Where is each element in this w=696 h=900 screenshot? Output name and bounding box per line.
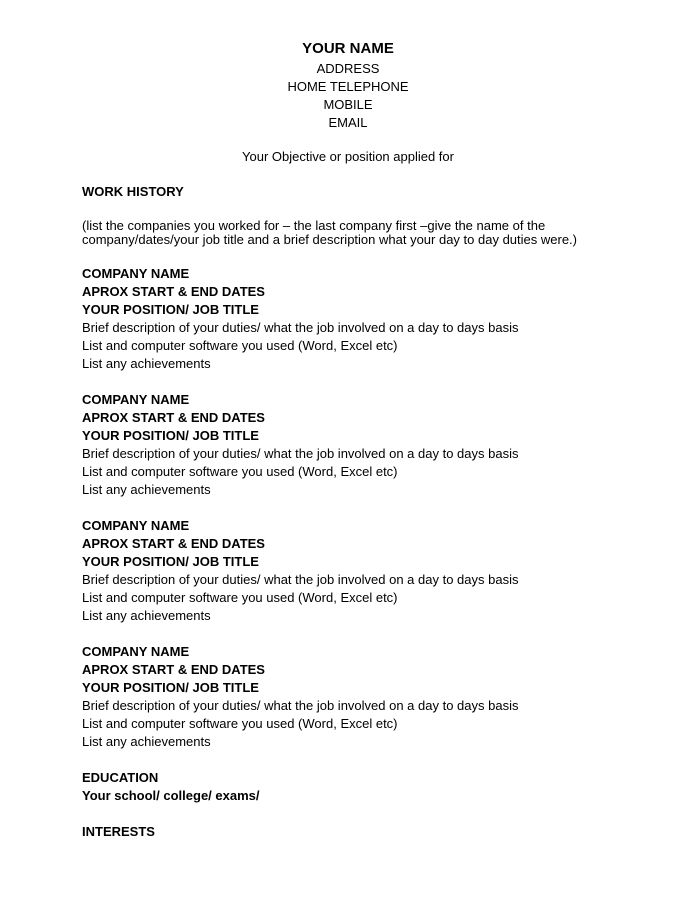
company-entry bbox=[82, 391, 642, 499]
software-used: List and computer software you used (Word, Excel etc) bbox=[82, 338, 398, 353]
job-title: YOUR POSITION/ JOB TITLE bbox=[82, 680, 259, 695]
achievements: List any achievements bbox=[82, 482, 211, 497]
duties-description: Brief description of your duties/ what the job involved on a day to days basis bbox=[82, 446, 519, 461]
job-title: YOUR POSITION/ JOB TITLE bbox=[82, 554, 259, 569]
work-history-intro bbox=[82, 219, 642, 247]
software-used: List and computer software you used (Word, Excel etc) bbox=[82, 590, 398, 605]
achievements: List any achievements bbox=[82, 734, 211, 749]
company-dates: APROX START & END DATES bbox=[82, 284, 265, 299]
objective-line: Your Objective or position applied for bbox=[242, 149, 454, 164]
duties-description: Brief description of your duties/ what the job involved on a day to days basis bbox=[82, 698, 519, 713]
company-entry bbox=[82, 643, 642, 751]
address-line: ADDRESS bbox=[316, 61, 380, 76]
company-entry bbox=[82, 517, 642, 625]
work-history-heading: WORK HISTORY bbox=[82, 184, 184, 199]
interests-section bbox=[82, 823, 642, 841]
education-heading: EDUCATION bbox=[82, 770, 159, 785]
software-used: List and computer software you used (Word, Excel etc) bbox=[82, 464, 398, 479]
job-title: YOUR POSITION/ JOB TITLE bbox=[82, 302, 259, 317]
achievements: List any achievements bbox=[82, 356, 211, 371]
education-section bbox=[82, 769, 642, 805]
resume-name: YOUR NAME bbox=[302, 40, 394, 57]
company-name: COMPANY NAME bbox=[82, 644, 190, 659]
email-line: EMAIL bbox=[328, 115, 368, 130]
company-name: COMPANY NAME bbox=[82, 518, 190, 533]
mobile-line: MOBILE bbox=[323, 97, 373, 112]
company-dates: APROX START & END DATES bbox=[82, 662, 265, 677]
software-used: List and computer software you used (Word, Excel etc) bbox=[82, 716, 398, 731]
company-name: COMPANY NAME bbox=[82, 392, 190, 407]
job-title: YOUR POSITION/ JOB TITLE bbox=[82, 428, 259, 443]
resume-body bbox=[82, 183, 642, 841]
work-history-intro-line: (list the companies you worked for – the last company first –give the name of the bbox=[82, 218, 546, 233]
duties-description: Brief description of your duties/ what the job involved on a day to days basis bbox=[82, 320, 519, 335]
interests-heading: INTERESTS bbox=[82, 824, 155, 839]
company-dates: APROX START & END DATES bbox=[82, 536, 265, 551]
company-entry bbox=[82, 265, 642, 373]
home-telephone-line: HOME TELEPHONE bbox=[287, 79, 409, 94]
company-name: COMPANY NAME bbox=[82, 266, 190, 281]
work-history-intro-line: company/dates/your job title and a brief description what your day to day duties were.) bbox=[82, 232, 577, 247]
education-detail: Your school/ college/ exams/ bbox=[82, 788, 260, 803]
company-dates: APROX START & END DATES bbox=[82, 410, 265, 425]
duties-description: Brief description of your duties/ what the job involved on a day to days basis bbox=[82, 572, 519, 587]
contact-header bbox=[0, 38, 696, 132]
achievements: List any achievements bbox=[82, 608, 211, 623]
